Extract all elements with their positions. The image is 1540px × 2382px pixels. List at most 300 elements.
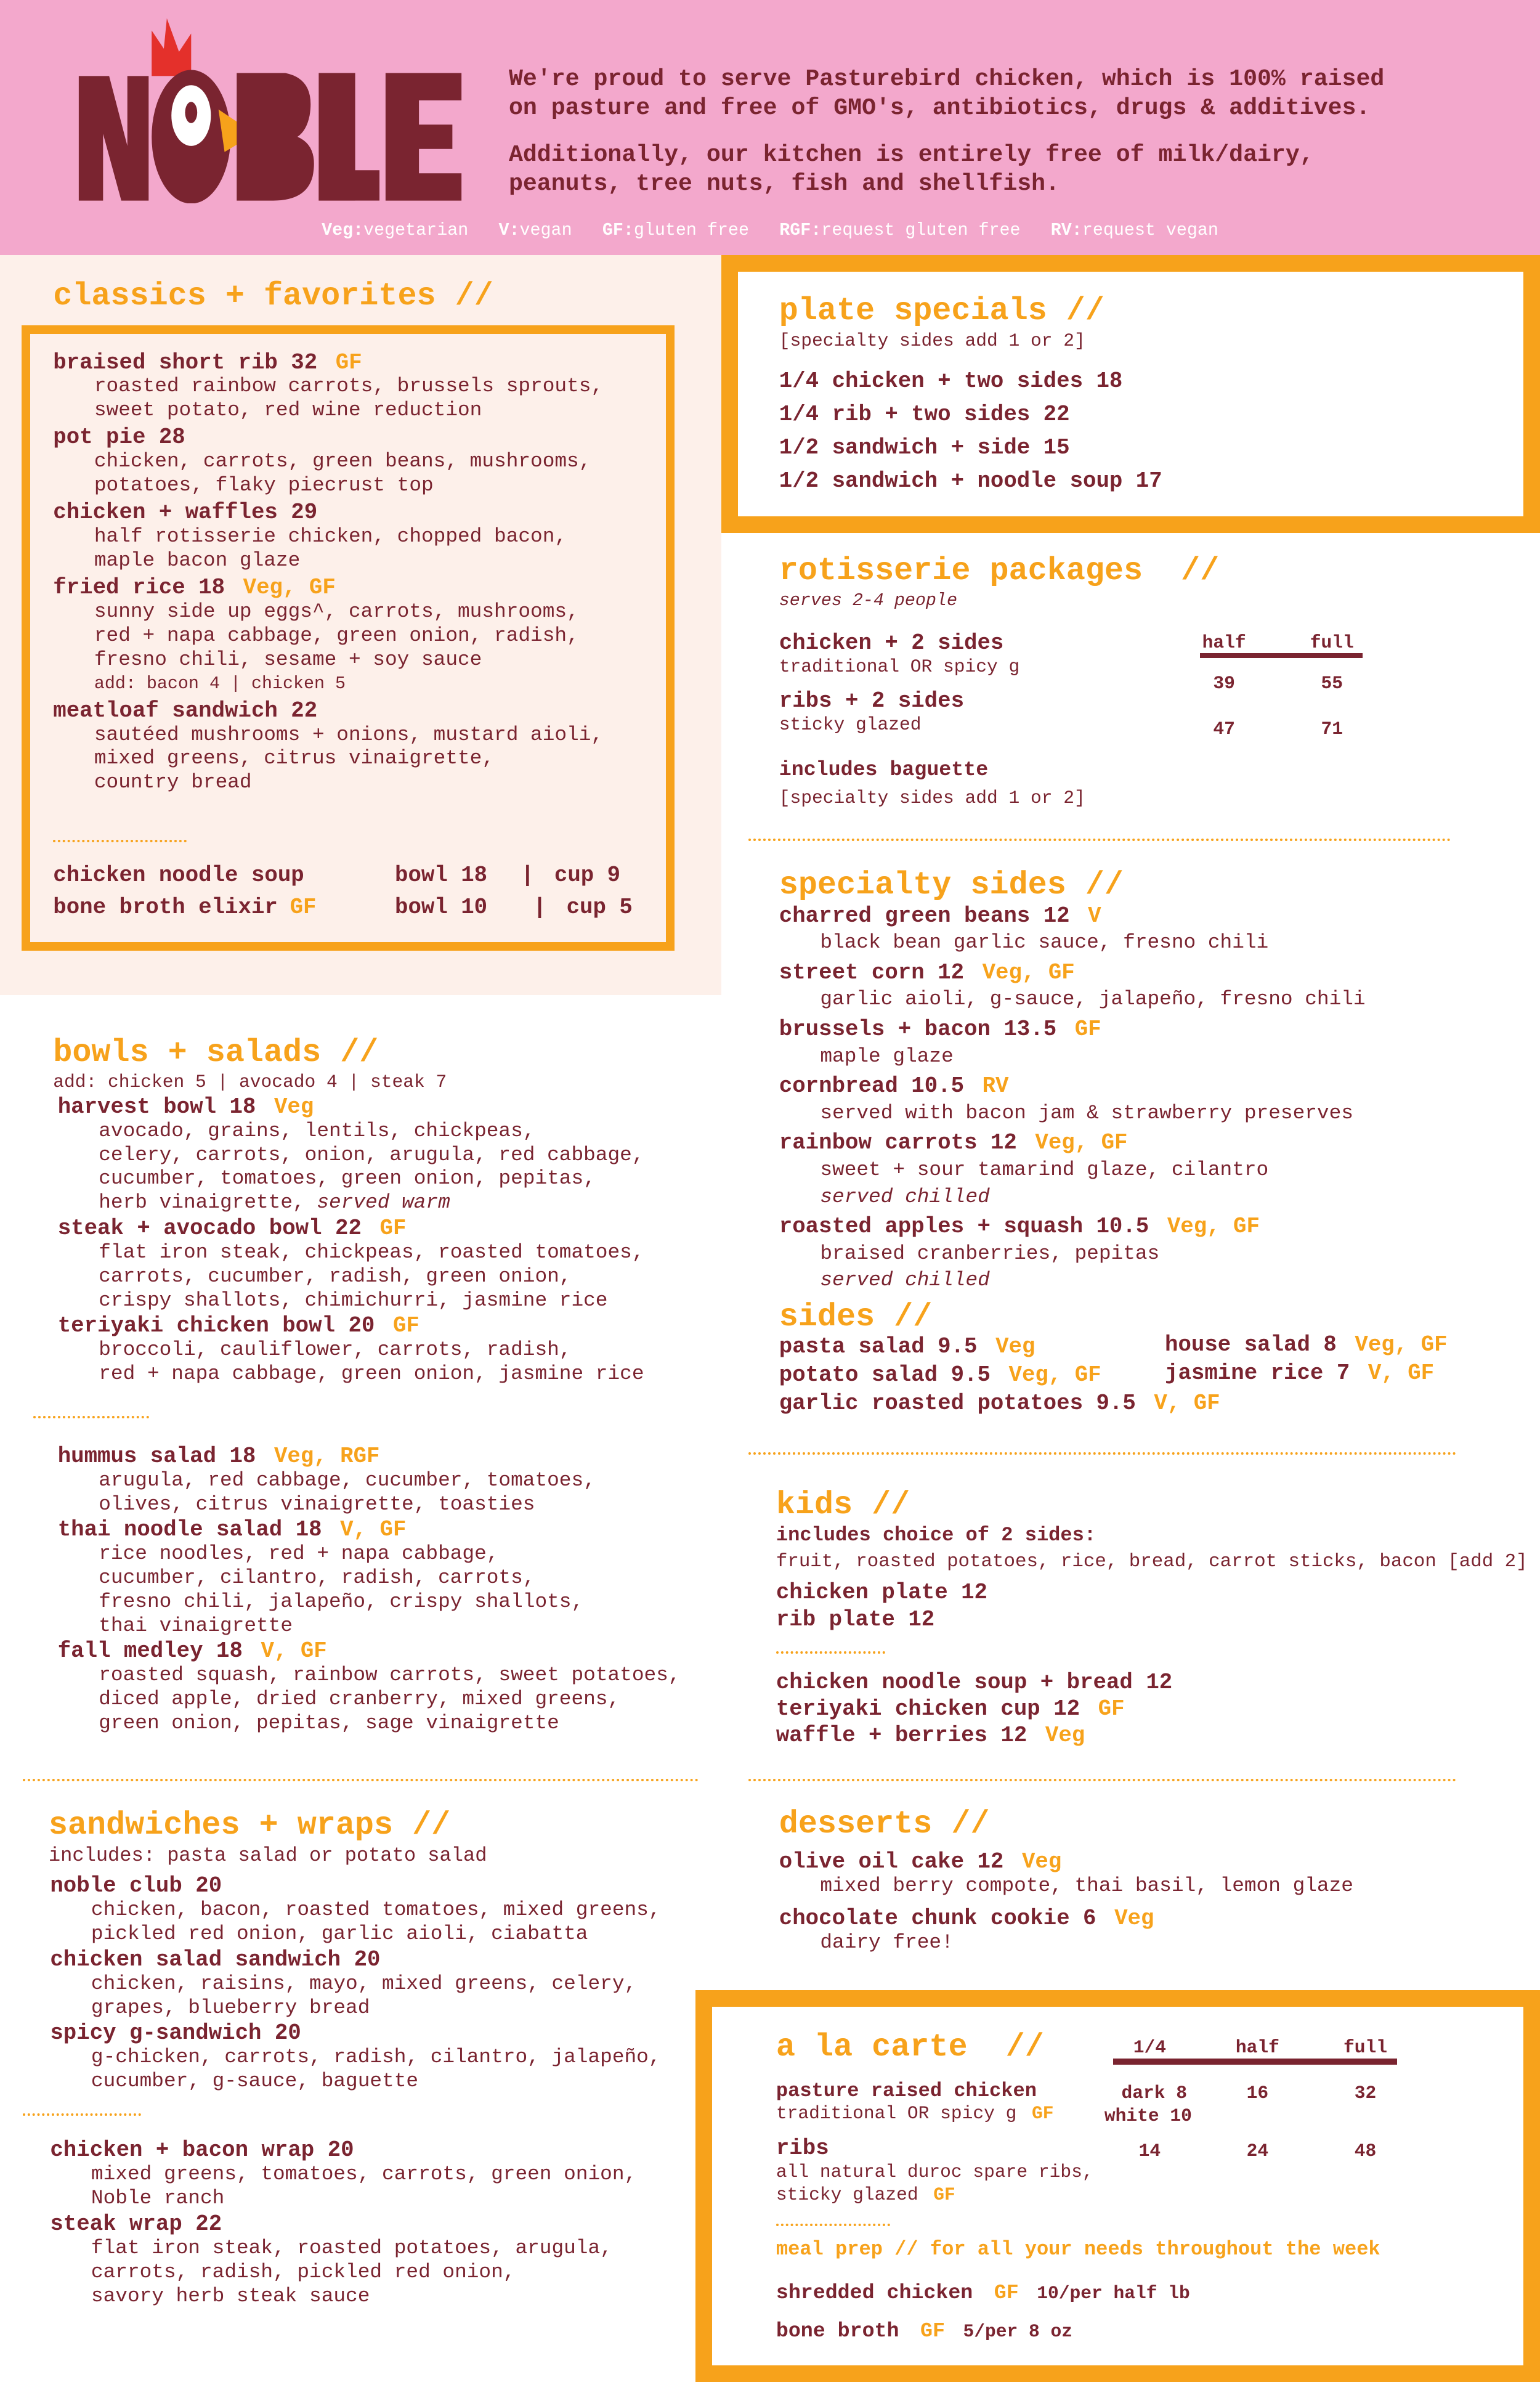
menu-item bbox=[58, 1314, 726, 1386]
intro-line: on pasture and free of GMO's, antibiotics, drugs & additives. bbox=[508, 94, 1371, 121]
legend-key: RV: bbox=[1050, 220, 1082, 241]
item-name: street corn bbox=[779, 959, 925, 985]
item-desc-text: cucumber, g-sauce, baguette bbox=[91, 2069, 419, 2092]
item-desc-text: served with bacon jam & strawberry preserves bbox=[820, 1101, 1353, 1124]
legend-key: V: bbox=[498, 220, 520, 241]
salads-list bbox=[58, 1445, 726, 1738]
item-tags: RV bbox=[982, 1073, 1009, 1099]
item-desc bbox=[53, 450, 660, 474]
item-desc-text: grapes, blueberry bread bbox=[91, 1996, 370, 2019]
price-full: 32 bbox=[1354, 2083, 1377, 2104]
kids-includes: includes choice of 2 sides: bbox=[776, 1523, 1096, 1547]
menu-item bbox=[779, 1334, 1220, 1359]
divider-dots bbox=[748, 839, 1450, 841]
noble-logo bbox=[73, 6, 471, 204]
soup-tags: GF bbox=[290, 895, 317, 921]
item-desc-text: broccoli, cauliflower, carrots, radish, bbox=[99, 1338, 572, 1362]
item-name: teriyaki chicken cup bbox=[776, 1696, 1040, 1722]
item-desc-text: chicken, raisins, mayo, mixed greens, celery, bbox=[91, 1972, 637, 1995]
item-tags: GF bbox=[994, 2280, 1019, 2304]
kids-plates bbox=[776, 1580, 987, 1633]
menu-item bbox=[58, 1217, 726, 1313]
item-desc-text: carrots, radish, pickled red onion, bbox=[91, 2260, 516, 2283]
price-half: 16 bbox=[1246, 2083, 1269, 2104]
desserts-list bbox=[779, 1849, 1508, 1964]
item-desc-text: cucumber, cilantro, radish, carrots, bbox=[99, 1566, 535, 1589]
bowls-list bbox=[58, 1095, 726, 1388]
item-price: 20 bbox=[354, 1946, 381, 1972]
specialty-sides-list bbox=[779, 903, 1508, 1298]
col-header-quarter: 1/4 bbox=[1133, 2037, 1166, 2059]
divider-dots bbox=[776, 1651, 886, 1654]
item-price: 12 bbox=[938, 959, 965, 985]
item-name: pasture raised chicken bbox=[776, 2079, 1037, 2103]
price-quarter-white: white 10 bbox=[1104, 2105, 1192, 2127]
item-price: 20 bbox=[348, 1313, 375, 1339]
item-desc: all natural duroc spare ribs, bbox=[776, 2161, 1093, 2183]
item-desc bbox=[779, 1931, 1508, 1954]
menu-item bbox=[50, 2213, 718, 2309]
item-price: 20 bbox=[274, 2020, 301, 2046]
item-desc bbox=[58, 1241, 726, 1265]
item-desc-text: savory herb steak sauce bbox=[91, 2284, 370, 2307]
menu-item bbox=[776, 1580, 987, 1605]
legend-entry bbox=[602, 220, 749, 240]
sandwiches-includes: includes: pasta salad or potato salad bbox=[48, 1844, 487, 1868]
col-header-half: half bbox=[1235, 2037, 1279, 2059]
item-title bbox=[50, 1874, 718, 1898]
rotisserie-item bbox=[779, 688, 964, 736]
table-rule bbox=[1200, 653, 1363, 657]
item-tags: Veg bbox=[995, 1333, 1035, 1359]
item-desc: sticky glazed bbox=[776, 2184, 918, 2206]
item-price: 22 bbox=[335, 1215, 362, 1241]
item-title bbox=[779, 1906, 1508, 1931]
legend-value: request gluten free bbox=[821, 220, 1021, 241]
menu-item bbox=[50, 2022, 718, 2094]
item-desc bbox=[50, 2046, 718, 2070]
rotisserie-note: [specialty sides add 1 or 2] bbox=[779, 787, 1085, 809]
item-name: chicken + 2 sides bbox=[779, 630, 1004, 656]
item-tags: GF bbox=[392, 1313, 419, 1339]
item-name: cornbread bbox=[779, 1073, 898, 1099]
menu-item bbox=[58, 1095, 726, 1216]
item-desc-text: g-chicken, carrots, radish, cilantro, jalapeño, bbox=[91, 2046, 661, 2068]
menu-item bbox=[50, 1948, 718, 2020]
sides-list-left bbox=[779, 1334, 1220, 1419]
item-price: 12 bbox=[1000, 1723, 1027, 1749]
item-desc bbox=[58, 1120, 726, 1144]
item-title bbox=[58, 1095, 726, 1120]
menu-item bbox=[1165, 1360, 1447, 1386]
item-desc-text: mixed greens, tomatoes, carrots, green onion, bbox=[91, 2163, 637, 2186]
item-desc bbox=[58, 1664, 726, 1688]
item-price: 22 bbox=[195, 2211, 222, 2237]
soup-separator: | bbox=[533, 895, 546, 921]
item-desc bbox=[779, 1240, 1508, 1267]
item-price: 7 bbox=[1336, 1360, 1350, 1386]
legend-value: vegan bbox=[519, 220, 572, 241]
item-name: garlic roasted potatoes bbox=[779, 1390, 1084, 1416]
col-header-full: full bbox=[1310, 632, 1354, 653]
soups-list bbox=[53, 863, 660, 927]
item-desc bbox=[779, 1156, 1508, 1184]
kids-side-options: fruit, roasted potatoes, rice, bread, carrot sticks, bacon [add 2] bbox=[776, 1551, 1528, 1573]
item-title bbox=[779, 1362, 1220, 1388]
price-quarter-dark: dark 8 bbox=[1121, 2083, 1188, 2104]
menu-item bbox=[779, 1391, 1220, 1416]
soup-name: chicken noodle soup bbox=[53, 863, 304, 888]
item-name: jasmine rice bbox=[1165, 1360, 1324, 1386]
item-title bbox=[50, 1948, 718, 1972]
item-desc-text: black bean garlic sauce, fresno chili bbox=[820, 931, 1269, 954]
item-desc-text: green onion, pepitas, sage vinaigrette bbox=[99, 1712, 559, 1735]
item-name: braised short rib bbox=[53, 349, 278, 375]
item-price: 18 bbox=[216, 1638, 243, 1664]
item-title bbox=[776, 1670, 1172, 1695]
menu-item bbox=[53, 576, 660, 696]
kids-others bbox=[776, 1670, 1172, 1750]
item-desc bbox=[58, 1265, 726, 1289]
item-name: olive oil cake bbox=[779, 1848, 965, 1874]
item-desc bbox=[58, 1542, 726, 1566]
item-tags: GF bbox=[335, 349, 362, 375]
item-title bbox=[1165, 1332, 1447, 1357]
item-title bbox=[779, 1334, 1220, 1359]
plate-specials-note: [specialty sides add 1 or 2] bbox=[779, 330, 1085, 351]
section-title-rotisserie: rotisserie packages // bbox=[779, 552, 1220, 589]
item-desc-text: country bread bbox=[94, 771, 252, 794]
item-desc-text: sweet potato, red wine reduction bbox=[94, 399, 482, 422]
item-name: rib plate bbox=[776, 1606, 895, 1632]
item-desc bbox=[58, 1712, 726, 1736]
item-desc-text: maple bacon glaze bbox=[94, 548, 301, 572]
item-tags: Veg, RGF bbox=[274, 1443, 380, 1469]
item-note: served warm bbox=[317, 1191, 450, 1214]
menu-item bbox=[776, 1723, 1172, 1748]
item-tags: Veg, GF bbox=[1008, 1362, 1101, 1388]
menu-item bbox=[58, 1640, 726, 1736]
item-tags: V, GF bbox=[340, 1517, 407, 1542]
item-desc-text: arugula, red cabbage, cucumber, tomatoes, bbox=[99, 1468, 596, 1492]
col-header-half: half bbox=[1202, 632, 1246, 653]
item-name: waffle + berries bbox=[776, 1723, 987, 1749]
price-full: 71 bbox=[1321, 718, 1343, 740]
item-desc: traditional OR spicy g bbox=[776, 2103, 1017, 2124]
a-la-carte-ribs bbox=[776, 2136, 1093, 2206]
price-half: 47 bbox=[1213, 718, 1235, 740]
meal-prep-list bbox=[776, 2274, 1190, 2351]
item-desc-text: mixed greens, citrus vinaigrette, bbox=[94, 747, 495, 770]
menu-item bbox=[53, 699, 660, 795]
menu-item bbox=[53, 426, 660, 498]
sides-list-right bbox=[1165, 1332, 1447, 1389]
divider-dots bbox=[748, 1452, 1456, 1455]
menu-item bbox=[779, 1849, 1508, 1897]
legend-value: gluten free bbox=[633, 220, 749, 241]
item-price: 18 bbox=[229, 1094, 256, 1120]
item-title bbox=[776, 1723, 1172, 1748]
menu-item bbox=[50, 1874, 718, 1946]
item-desc-text: fresno chili, jalapeño, crispy shallots, bbox=[99, 1590, 584, 1613]
item-desc-text: olives, citrus vinaigrette, toasties bbox=[99, 1492, 535, 1516]
item-tags: Veg bbox=[274, 1094, 314, 1120]
item-desc bbox=[58, 1289, 726, 1313]
item-tags: GF bbox=[1074, 1016, 1101, 1042]
item-price: 13.5 bbox=[1003, 1016, 1057, 1042]
item-title bbox=[779, 1073, 1508, 1100]
bowls-add-ons: add: chicken 5 | avocado 4 | steak 7 bbox=[53, 1071, 447, 1093]
item-name: chicken + waffles bbox=[53, 500, 278, 526]
meal-prep-heading: meal prep // for all your needs throughout the week bbox=[776, 2237, 1380, 2261]
section-title-sides: sides // bbox=[779, 1298, 933, 1335]
item-desc bbox=[50, 2070, 718, 2094]
price-full: 48 bbox=[1354, 2140, 1377, 2161]
menu-item bbox=[779, 903, 1508, 956]
menu-item bbox=[776, 1670, 1172, 1695]
soup-name: bone broth elixir bbox=[53, 895, 278, 921]
intro-line: Additionally, our kitchen is entirely free of milk/dairy, bbox=[508, 142, 1314, 169]
intro-pasturebird bbox=[509, 65, 1526, 123]
item-name: ribs bbox=[776, 2136, 829, 2161]
sandwiches-list bbox=[50, 1874, 718, 2095]
item-desc-text: carrots, cucumber, radish, green onion, bbox=[99, 1264, 572, 1288]
item-desc bbox=[58, 1590, 726, 1614]
menu-item bbox=[776, 1696, 1172, 1721]
item-title bbox=[58, 1314, 726, 1338]
dietary-legend bbox=[0, 220, 1540, 240]
legend-key: RGF: bbox=[779, 220, 822, 241]
item-price: 12 bbox=[908, 1606, 935, 1632]
item-desc bbox=[53, 549, 660, 573]
item-desc-text: roasted rainbow carrots, brussels sprouts, bbox=[94, 375, 604, 398]
item-desc-text: chicken, bacon, roasted tomatoes, mixed greens, bbox=[91, 1898, 661, 1922]
item-note: served chilled bbox=[820, 1269, 990, 1292]
item-desc bbox=[50, 1996, 718, 2020]
divider-dots bbox=[23, 2113, 141, 2116]
item-desc bbox=[53, 723, 660, 747]
item-name: chicken plate bbox=[776, 1580, 948, 1606]
item-addons: add: bacon 4 | chicken 5 bbox=[94, 673, 346, 694]
item-tags: Veg, GF bbox=[1167, 1214, 1260, 1240]
item-desc bbox=[58, 1614, 726, 1638]
item-name: spicy g-sandwich bbox=[50, 2020, 262, 2046]
item-price: 10/per half lb bbox=[1037, 2282, 1190, 2304]
section-title-desserts: desserts // bbox=[779, 1806, 990, 1842]
item-desc-text: flat iron steak, roasted potatoes, arugula, bbox=[91, 2236, 612, 2259]
item-title bbox=[776, 1607, 987, 1632]
soup-bowl-price: bowl 18 bbox=[395, 863, 488, 888]
classics-list bbox=[53, 351, 660, 799]
item-desc bbox=[58, 1191, 726, 1215]
menu-item bbox=[58, 1445, 726, 1517]
item-desc bbox=[53, 600, 660, 624]
col-header-full: full bbox=[1343, 2037, 1387, 2059]
item-name: meatloaf sandwich bbox=[53, 697, 278, 723]
plate-special-item: 1/4 chicken + two sides 18 bbox=[779, 368, 1123, 394]
menu-item bbox=[779, 1906, 1508, 1954]
legend-entry bbox=[1051, 220, 1218, 240]
item-name: roasted apples + squash bbox=[779, 1214, 1084, 1240]
item-name: chicken salad sandwich bbox=[50, 1946, 341, 1972]
item-desc bbox=[53, 525, 660, 549]
item-desc-text: red + napa cabbage, green onion, jasmine rice bbox=[99, 1362, 644, 1386]
item-desc bbox=[53, 624, 660, 648]
item-title bbox=[53, 699, 660, 723]
item-tags: Veg, GF bbox=[243, 574, 336, 600]
item-desc bbox=[58, 1566, 726, 1590]
soup-row bbox=[53, 863, 660, 895]
item-desc bbox=[53, 399, 660, 423]
item-tags: V bbox=[1088, 903, 1101, 929]
menu-item bbox=[50, 2139, 718, 2211]
item-tags: V, GF bbox=[1154, 1390, 1220, 1416]
rotisserie-includes: includes baguette bbox=[779, 758, 989, 782]
item-name: chocolate chunk cookie bbox=[779, 1906, 1070, 1932]
item-price: 9.5 bbox=[1096, 1390, 1136, 1416]
item-price: 10.5 bbox=[1096, 1214, 1149, 1240]
item-desc-text: braised cranberries, pepitas bbox=[820, 1242, 1160, 1265]
item-title bbox=[779, 1213, 1508, 1240]
item-title bbox=[779, 903, 1508, 930]
item-name: pasta salad bbox=[779, 1333, 925, 1359]
item-desc-text: celery, carrots, onion, arugula, red cabbage, bbox=[99, 1143, 644, 1166]
soup-cup-price: cup 5 bbox=[566, 895, 633, 921]
item-price: 12 bbox=[961, 1580, 987, 1606]
item-price: 5/per 8 oz bbox=[963, 2321, 1073, 2343]
item-desc bbox=[50, 1972, 718, 1996]
item-note: served chilled bbox=[820, 1185, 990, 1208]
item-desc bbox=[53, 474, 660, 498]
item-name: pot pie bbox=[53, 425, 146, 450]
item-desc bbox=[50, 2261, 718, 2285]
item-desc-text: fresno chili, sesame + soy sauce bbox=[94, 648, 482, 671]
item-title bbox=[50, 2139, 718, 2163]
item-tags: Veg, GF bbox=[1035, 1130, 1128, 1156]
item-desc-text: red + napa cabbage, green onion, radish, bbox=[94, 624, 579, 647]
intro-line: peanuts, tree nuts, fish and shellfish. bbox=[508, 171, 1060, 198]
item-desc-text: pickled red onion, garlic aioli, ciabatta bbox=[91, 1922, 588, 1946]
item-desc bbox=[53, 375, 660, 399]
item-desc-text: avocado, grains, lentils, chickpeas, bbox=[99, 1119, 535, 1142]
item-name: house salad bbox=[1165, 1332, 1310, 1358]
item-title bbox=[58, 1445, 726, 1469]
item-name: chicken + bacon wrap bbox=[50, 2137, 315, 2163]
item-desc bbox=[58, 1493, 726, 1517]
item-price: 9.5 bbox=[938, 1333, 978, 1359]
item-title bbox=[50, 2213, 718, 2237]
item-desc-text: flat iron steak, chickpeas, roasted tomatoes, bbox=[99, 1240, 644, 1264]
item-title bbox=[58, 1518, 726, 1542]
item-desc bbox=[58, 1469, 726, 1493]
item-title bbox=[58, 1640, 726, 1664]
item-name: brussels + bacon bbox=[779, 1016, 991, 1042]
item-desc bbox=[53, 648, 660, 672]
item-name: steak wrap bbox=[50, 2211, 182, 2237]
item-tags: V, GF bbox=[261, 1638, 327, 1664]
section-title-kids: kids // bbox=[776, 1487, 910, 1524]
item-desc bbox=[50, 1898, 718, 1922]
a-la-carte-chicken bbox=[776, 2079, 1054, 2125]
item-desc-text: dairy free! bbox=[820, 1931, 954, 1954]
item-desc bbox=[779, 1043, 1508, 1070]
item-title bbox=[58, 1217, 726, 1241]
section-title-plate-specials: plate specials // bbox=[779, 293, 1104, 330]
item-tags: GF bbox=[1032, 2103, 1054, 2124]
item-tags: GF bbox=[920, 2319, 945, 2343]
item-tags: Veg bbox=[1021, 1848, 1062, 1874]
item-tags: Veg bbox=[1114, 1906, 1154, 1932]
section-title-a-la-carte: a la carte // bbox=[776, 2029, 1044, 2066]
soup-separator: | bbox=[521, 863, 535, 888]
meal-prep-item bbox=[776, 2274, 1190, 2313]
item-desc bbox=[50, 1922, 718, 1946]
item-price: 18 bbox=[198, 574, 225, 600]
item-desc bbox=[779, 1874, 1508, 1897]
item-name: chicken noodle soup + bread bbox=[776, 1669, 1133, 1695]
item-title bbox=[1165, 1360, 1447, 1386]
legend-key: Veg: bbox=[322, 220, 364, 241]
item-desc bbox=[779, 986, 1508, 1013]
menu-item bbox=[53, 501, 660, 573]
wraps-list bbox=[50, 2139, 718, 2310]
item-desc bbox=[58, 1688, 726, 1712]
section-title-classics: classics + favorites // bbox=[53, 277, 493, 314]
item-desc-text: crispy shallots, chimichurri, jasmine rice bbox=[99, 1288, 608, 1312]
item-desc bbox=[58, 1362, 726, 1386]
item-title bbox=[53, 576, 660, 600]
item-desc-text: sweet + sour tamarind glaze, cilantro bbox=[820, 1158, 1269, 1181]
item-title bbox=[53, 351, 660, 375]
item-desc-text: chicken, carrots, green beans, mushrooms, bbox=[94, 450, 591, 473]
item-price: 10.5 bbox=[911, 1073, 965, 1099]
item-tags: V, GF bbox=[1368, 1360, 1435, 1386]
menu-item bbox=[779, 1213, 1508, 1294]
item-name: fried rice bbox=[53, 574, 185, 600]
item-price: 12 bbox=[1053, 1696, 1080, 1722]
meal-prep-item bbox=[776, 2312, 1190, 2351]
plate-special-item: 1/2 sandwich + noodle soup 17 bbox=[779, 468, 1162, 494]
item-name: harvest bowl bbox=[57, 1094, 217, 1120]
section-title-bowls: bowls + salads // bbox=[53, 1034, 379, 1071]
legend-entry bbox=[322, 220, 468, 240]
item-desc-text: roasted squash, rainbow carrots, sweet potatoes, bbox=[99, 1664, 681, 1687]
intro-line: We're proud to serve Pasturebird chicken, which is 100% raised bbox=[508, 66, 1385, 93]
divider-dots bbox=[33, 1416, 148, 1418]
item-price: 12 bbox=[1146, 1669, 1173, 1695]
item-price: 12 bbox=[977, 1848, 1004, 1874]
item-price: 20 bbox=[195, 1873, 222, 1899]
item-desc-text: half rotisserie chicken, chopped bacon, bbox=[94, 525, 567, 548]
item-name: thai noodle salad bbox=[57, 1517, 283, 1542]
item-name: hummus salad bbox=[57, 1443, 217, 1469]
table-rule bbox=[1113, 2059, 1397, 2065]
item-name: steak + avocado bowl bbox=[57, 1215, 322, 1241]
price-half: 24 bbox=[1246, 2140, 1269, 2161]
divider-dots bbox=[776, 2224, 890, 2226]
item-price: 18 bbox=[229, 1443, 256, 1469]
legend-value: vegetarian bbox=[363, 220, 469, 241]
item-name: shredded chicken bbox=[776, 2280, 973, 2304]
soup-cup-price: cup 9 bbox=[554, 863, 621, 888]
section-title-sandwiches: sandwiches + wraps // bbox=[48, 1807, 451, 1844]
legend-key: GF: bbox=[602, 220, 634, 241]
menu-item bbox=[779, 1073, 1508, 1126]
item-price: 6 bbox=[1083, 1906, 1096, 1932]
item-title bbox=[53, 426, 660, 450]
header bbox=[0, 0, 1540, 255]
item-desc bbox=[50, 2163, 718, 2187]
